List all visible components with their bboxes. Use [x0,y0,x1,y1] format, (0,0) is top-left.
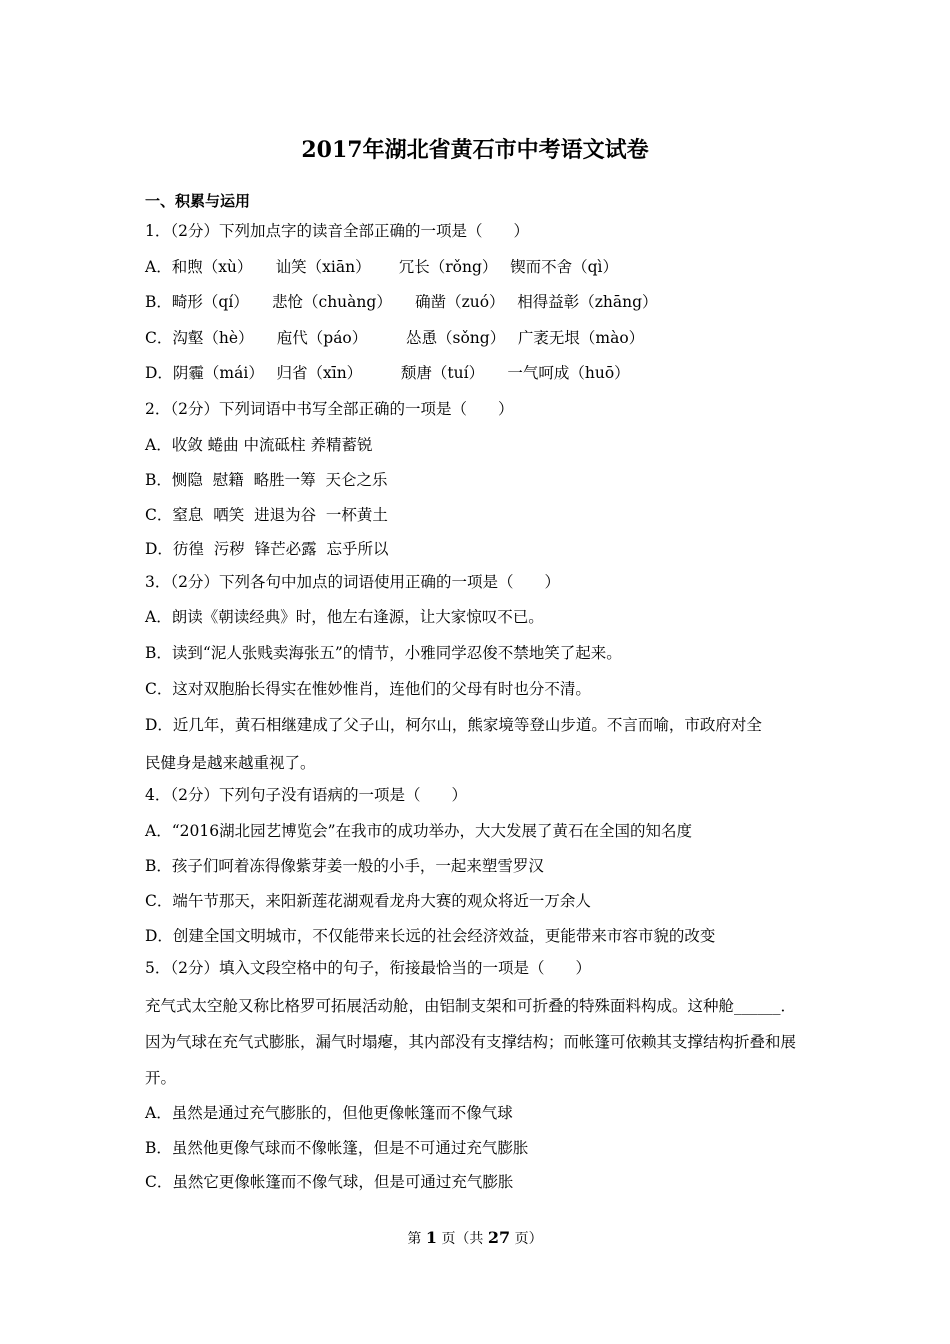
question-5: 5．（2分）填入文段空格中的句子，衔接最恰当的一项是（ ） [145,959,591,977]
q2-option-a: A．收敛 蜷曲 中流砥柱 养精蓄锐 [145,436,373,454]
question-1: 1．（2分）下列加点字的读音全部正确的一项是（ ） [145,222,529,240]
page-footer [0,1228,950,1248]
q3-option-c: C．这对双胞胎长得实在惟妙惟肖，连他们的父母有时也分不清。 [145,680,591,698]
q3-option-b: B．读到“泥人张贱卖海张五”的情节，小雅同学忍俊不禁地笑了起来。 [145,644,622,662]
footer-page-number: 1 [425,1228,437,1247]
q1-option-b: B．畸形（qí） 悲怆（chuàng） 确凿（zuó） 相得益彰（zhāng） [145,293,658,311]
q1-option-d: D．阴霾（mái） 归省（xīn） 颓唐（tuí） 一气呵成（huō） [145,364,630,382]
question-2: 2．（2分）下列词语中书写全部正确的一项是（ ） [145,400,514,418]
footer-suffix: 页） [514,1231,543,1247]
footer-middle: 页（共 [441,1231,484,1247]
footer-total-pages: 27 [487,1228,511,1247]
q4-option-b: B．孩子们呵着冻得像紫芽姜一般的小手，一起来塑雪罗汉 [145,857,544,875]
q4-option-c: C．端午节那天，来阳新莲花湖观看龙舟大赛的观众将近一万余人 [145,892,591,910]
q5-option-c: C．虽然它更像帐篷而不像气球，但是可通过充气膨胀 [145,1173,514,1191]
q5-option-a: A．虽然是通过充气膨胀的，但他更像帐篷而不像气球 [145,1104,513,1122]
question-4: 4．（2分）下列句子没有语病的一项是（ ） [145,786,467,804]
q2-option-d: D．彷徨 污秽 锋芒必露 忘乎所以 [145,540,389,558]
section-heading: 一、积累与运用 [145,192,251,210]
q5-passage: 充气式太空舱又称比格罗可拓展活动舱，由铝制支架和可折叠的特殊面料构成。这种舱______．因为气球在充气式膨胀，漏气时塌瘪，其内部没有支撑结构；而帐篷可依赖其支撑结构折叠和展开。 [145,997,797,1087]
q1-option-a: A．和煦（xù） 讪笑（xiān） 冗长（rǒng） 锲而不舍（qì） [145,258,618,276]
footer-prefix: 第 [407,1231,422,1247]
q4-option-d: D．创建全国文明城市，不仅能带来长远的社会经济效益，更能带来市容市貌的改变 [145,927,716,945]
q3-option-a: A．朗读《朝读经典》时，他左右逢源，让大家惊叹不已。 [145,608,544,626]
q2-option-b: B．恻隐 慰籍 略胜一筹 天仑之乐 [145,471,388,489]
q2-option-c: C．窒息 哂笑 进退为谷 一杯黄土 [145,506,388,524]
question-3: 3．（2分）下列各句中加点的词语使用正确的一项是（ ） [145,573,560,591]
q4-option-a: A．“2016湖北园艺博览会”在我市的成功举办，大大发展了黄石在全国的知名度 [145,822,692,840]
page-title: 2017年湖北省黄石市中考语文试卷 [301,137,649,163]
q3-option-d: D．近几年，黄石相继建成了父子山，柯尔山，熊家境等登山步道。不言而喻，市政府对全 [145,716,762,734]
q3-option-d-cont: 民健身是越来越重视了。 [145,754,316,772]
q1-option-c: C．沟壑（hè） 庖代（páo） 怂恿（sǒng） 广袤无垠（mào） [145,329,645,347]
q5-option-b: B．虽然他更像气球而不像帐篷，但是不可通过充气膨胀 [145,1139,529,1157]
